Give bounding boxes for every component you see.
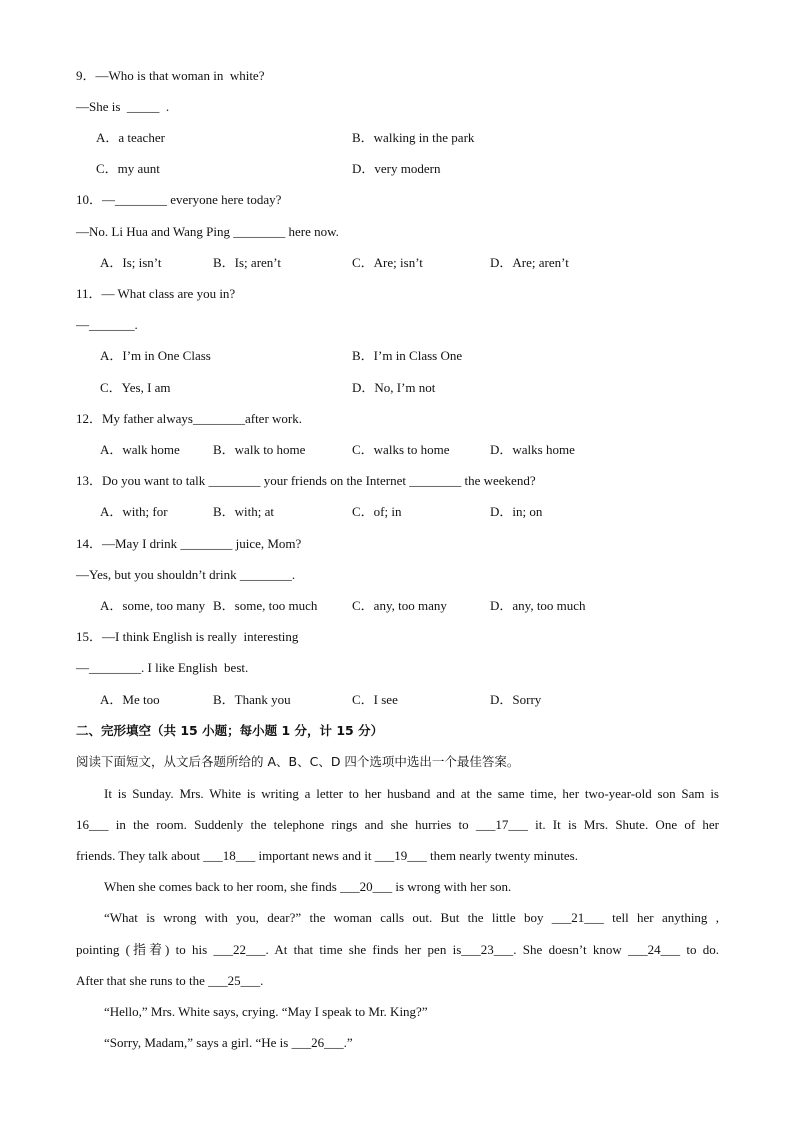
passage-line-2: 16___ in the room. Suddenly the telephone rings and she hurries to ___17___ it. It is Mrs. Shute. One of her [76,817,719,832]
question-10-option-d: D．Are; aren’t [490,255,569,270]
question-9-option-a: A．a teacher [96,130,165,145]
passage-line-5: “What is wrong with you, dear?” the woman calls out. But the little boy ___21___ tell her anything , [104,910,719,925]
question-15-reply: —________. I like English best. [76,660,249,675]
question-12-option-c: C．walks to home [352,442,450,457]
question-13-option-c: C．of; in [352,504,402,519]
question-11-option-b: B．I’m in Class One [352,348,463,363]
question-11-stem: 11．— What class are you in? [76,286,236,301]
question-15-option-c: C．I see [352,692,398,707]
question-11-option-d: D．No, I’m not [352,380,436,395]
question-10-reply: —No. Li Hua and Wang Ping ________ here now. [76,224,339,239]
question-14-reply: —Yes, but you shouldn’t drink ________. [76,567,296,582]
question-15-option-b: B．Thank you [213,692,291,707]
question-13-option-d: D．in; on [490,504,543,519]
question-10-option-a: A．Is; isn’t [100,255,162,270]
question-12-option-d: D．walks home [490,442,575,457]
question-13-option-a: A．with; for [100,504,168,519]
question-10-option-c: C．Are; isn’t [352,255,423,270]
section-heading: 二、完形填空（共 15 小题；每小题 1 分，计 15 分） [76,723,384,738]
question-15-option-d: D．Sorry [490,692,542,707]
passage-line-4: When she comes back to her room, she finds ___20___ is wrong with her son. [104,879,512,894]
passage-line-1: It is Sunday. Mrs. White is writing a letter to her husband and at the same time, her two-year-old son Sam is [104,786,719,801]
question-13-stem: 13．Do you want to talk ________ your friends on the Internet ________ the weekend? [76,473,536,488]
question-11-option-a: A．I’m in One Class [100,348,211,363]
question-12-option-a: A．walk home [100,442,180,457]
question-14-option-a: A．some, too many [100,598,206,613]
question-9-reply: —She is _____ . [76,99,170,114]
question-12-option-b: B．walk to home [213,442,306,457]
section-instruction: 阅读下面短文，从文后各题所给的 A、B、C、D 四个选项中选出一个最佳答案。 [76,754,520,769]
question-14-option-d: D．any, too much [490,598,586,613]
question-15-stem: 15．—I think English is really interesting [76,629,299,644]
passage-line-9: “Sorry, Madam,” says a girl. “He is ___26___.” [104,1035,353,1050]
question-9-option-b: B．walking in the park [352,130,475,145]
question-11-reply: —_______. [76,317,138,332]
question-10-option-b: B．Is; aren’t [213,255,281,270]
question-10-stem: 10．—________ everyone here today? [76,192,282,207]
question-11-option-c: C．Yes, I am [100,380,171,395]
question-14-option-b: B．some, too much [213,598,318,613]
question-9-option-c: C．my aunt [96,161,160,176]
passage-line-6: pointing (指着) to his ___22___. At that time she finds her pen is___23___. She doesn’t know ___24___ to do. [76,942,719,957]
question-9-option-d: D．very modern [352,161,441,176]
question-9-stem: 9．—Who is that woman in white? [76,68,265,83]
passage-line-7: After that she runs to the ___25___. [76,973,264,988]
question-14-stem: 14．—May I drink ________ juice, Mom? [76,536,302,551]
question-14-option-c: C．any, too many [352,598,447,613]
question-12-stem: 12．My father always________after work. [76,411,302,426]
question-15-option-a: A．Me too [100,692,160,707]
passage-line-3: friends. They talk about ___18___ important news and it ___19___ them nearly twenty minutes. [76,848,578,863]
passage-line-8: “Hello,” Mrs. White says, crying. “May I speak to Mr. King?” [104,1004,428,1019]
question-13-option-b: B．with; at [213,504,275,519]
